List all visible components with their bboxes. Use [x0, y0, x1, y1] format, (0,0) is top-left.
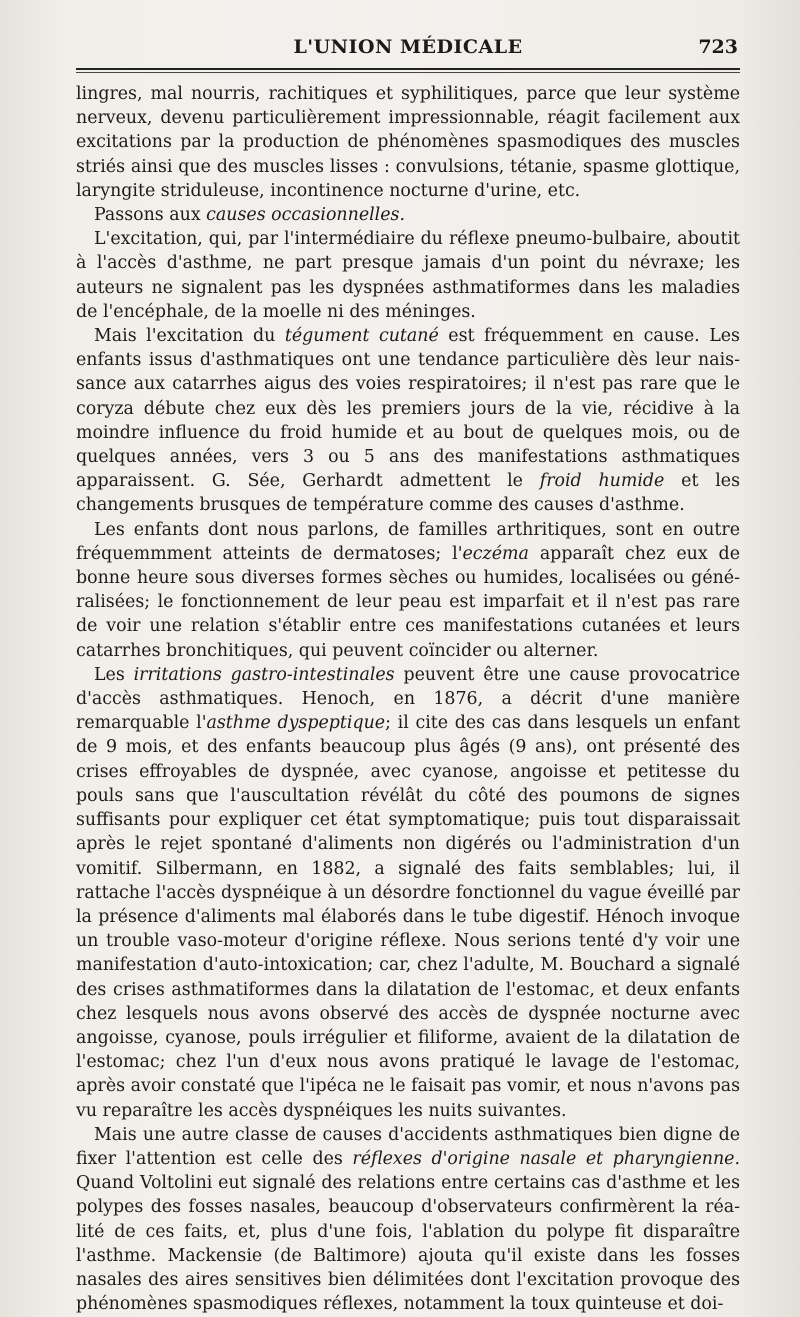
header-rule-thin [76, 72, 740, 73]
italic-phrase: irritations gastro-intestinales [133, 664, 395, 685]
italic-phrase: réflexes d'origine nasale et pharyngienne. [352, 1148, 740, 1169]
text-run: apparaît chez eux de bonne heure sous diverses formes sèches ou humides, localisées ou généralisées; le fonctionnement de leur peau est imparfait et il n'est pas rare de voir une relation s'établir entre ces manifestations cutanées et leurs catarrhes bronchitiques, qui peuvent coïncider ou alterner. [76, 543, 740, 661]
paragraph [76, 1123, 740, 1317]
text-run: Les [94, 664, 134, 685]
paragraph [76, 663, 740, 1123]
text-run: Mais l'excitation du [94, 326, 285, 347]
italic-phrase: froid humide [539, 471, 665, 492]
italic-phrase: causes occasionnelles. [206, 205, 405, 226]
italic-phrase: tégument cutané [284, 326, 439, 347]
text-run: Quand Voltolini eut signalé des relations entre certains cas d'asthme et les polypes des fosses nasales, beaucoup d'observateurs confirmèrent la réalité de ces faits, et, plus d'une fois, l'ablation du polype fit disparaître l'asthme. Mackensie (de Baltimore) ajouta qu'il existe dans les fosses nasales des aires sensitives bien délimitées dont l'excitation provoque des phénomènes spasmodiques réflexes, notamment la toux quinteuse et doi- [76, 1173, 740, 1315]
text-run: peuvent être une cause provocatrice d'accès asthmatiques. Henoch, en 1876, a décrit d'une manière remarquable l' [76, 664, 741, 734]
text-run: et les changements brusques de température comme des causes d'asthme. [76, 471, 740, 516]
header-rule [76, 68, 740, 70]
text-run: lingres, mal nourris, rachitiques et syphilitiques, parce que leur système nerveux, devenu particulièrement impressionnable, réagit facilement aux excitations par la production de phénomènes spasmodiques des muscles striés ainsi que des muscles lisses : convulsions, tétanie, spasme glottique, laryngite striduleuse, incontinence nocturne d'urine, etc. [76, 84, 740, 201]
paragraph [76, 203, 740, 227]
italic-phrase: asthme dyspeptique [206, 713, 386, 734]
paragraph [76, 518, 740, 663]
text-run: Les enfants dont nous parlons, de familles arthritiques, sont en outre fréquemmment atteints de dermatoses; l' [76, 519, 740, 564]
body-text [76, 82, 740, 1316]
text-run: Mais une autre classe de causes d'accidents asthmatiques bien digne de fixer l'attention est celle des [76, 1124, 740, 1169]
running-title: L'UNION MÉDICALE [293, 36, 523, 58]
paragraph [76, 227, 740, 324]
text-run: ; il cite des cas dans lesquels un enfant de 9 mois, et des enfants beaucoup plus âgés (9 ans), ont présenté des crises effroyables de dyspnée, avec cyanose, angoisse et petitesse du pouls sans que l'auscultation révélât du côté des poumons de signes suffisants pour expliquer cet état symptomatique; puis tout disparaissait après le rejet spontané d'aliments non digérés ou l'administration d'un vomitif. Silbermann, en 1882, a signalé des faits semblables; lui, il rattache l'accès dyspnéique à un désordre fonctionnel du vague éveillé par la présence d'aliments mal élaborés dans le tube digestif. Hénoch invoque un trouble vaso-moteur d'origine réflexe. Nous serions tenté d'y voir une manifestation d'auto-intoxication; car, chez l'adulte, M. Bouchard a signalé des crises asthmatiformes dans la dilatation de l'estomac, et deux enfants chez lesquels nous avons observé des accès de dyspnée nocturne avec angoisse, cyanose, pouls irrégulier et filiforme, avaient de la dilatation de l'estomac; chez l'un d'eux nous avons pratiqué le lavage de l'estomac, après avoir constaté que l'ipéca ne le faisait pas vomir, et nous n'avons pas vu reparaître les accès dyspnéiques les nuits suivantes. [76, 713, 741, 1121]
text-run: est fréquemment en cause. Les enfants issus d'asthmatiques ont une tendance particulière dès leur naissance aux catarrhes aigus des voies respiratoires; il n'est pas rare que le coryza débute chez eux dès les premiers jours de la vie, récidive à la moindre influence du froid humide et au bout de quelques mois, ou de quelques années, vers 3 ou 5 ans des manifestations asthmatiques apparaissent. G. Sée, Gerhardt admettent le [76, 326, 740, 492]
paragraph [76, 324, 740, 518]
text-run: Passons aux [94, 205, 207, 226]
text-run: L'excitation, qui, par l'intermédiaire du réflexe pneumo-bulbaire, aboutit à l'accès d'asthme, ne part presque jamais d'un point du névraxe; les auteurs ne signalent pas les dyspnées asthmatiformes dans les maladies de l'encéphale, de la moelle ni des méninges. [76, 229, 740, 322]
page-number: 723 [698, 36, 738, 58]
page-header [78, 30, 738, 66]
italic-phrase: eczéma [462, 543, 529, 564]
paragraph [76, 82, 740, 203]
